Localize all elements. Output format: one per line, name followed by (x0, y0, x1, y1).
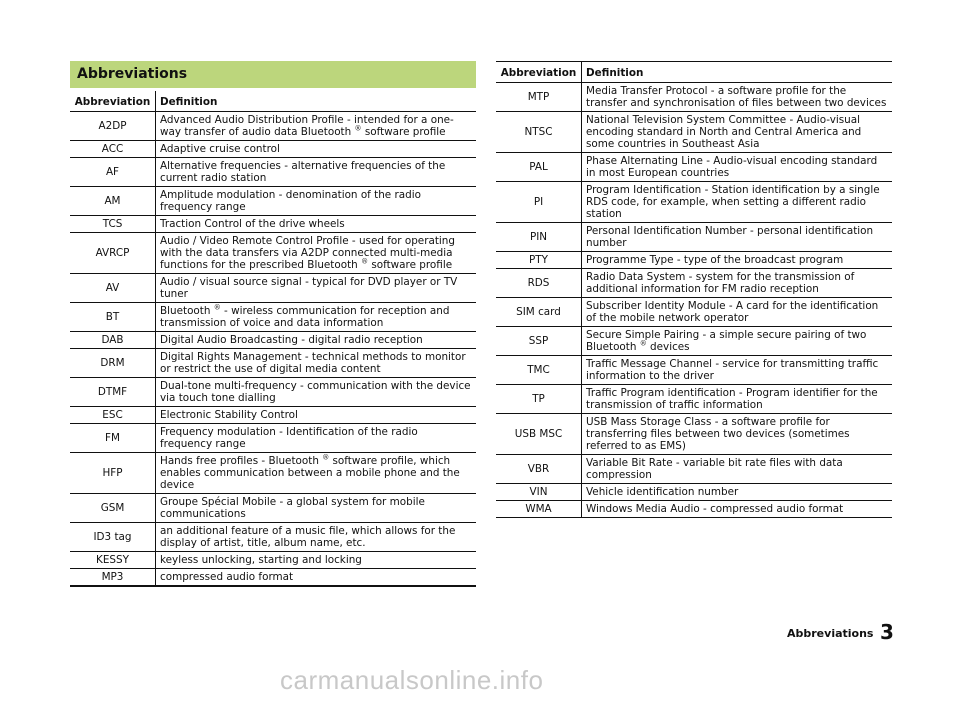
definition-text: Personal Identification Number - personal identification number (586, 225, 874, 249)
table-row (70, 332, 476, 349)
table-row (70, 378, 476, 407)
table-row (70, 233, 476, 274)
definition-text: Program Identification - Station identification by a single RDS code, for example, when setting a different radio station (586, 184, 880, 220)
definition-text: Traffic Program identification - Program identifier for the transmission of traffic information (586, 387, 878, 411)
abbreviation-cell: A2DP (70, 112, 156, 141)
table-row (496, 455, 892, 484)
definition-cell (156, 523, 477, 552)
abbreviation-cell: BT (70, 303, 156, 332)
definition-text: Dual-tone multi-frequency - communication with the device via touch tone dialling (160, 380, 471, 404)
abbreviation-cell: PI (496, 182, 582, 223)
table-row (496, 153, 892, 182)
definition-text: Electronic Stability Control (160, 409, 298, 421)
abbreviation-cell: DTMF (70, 378, 156, 407)
table-row (70, 494, 476, 523)
table-row (70, 303, 476, 332)
abbreviation-cell: PTY (496, 252, 582, 269)
definition-cell (156, 216, 477, 233)
definition-cell (582, 182, 893, 223)
definition-cell (582, 385, 893, 414)
definition-cell (156, 569, 477, 586)
definition-cell (156, 187, 477, 216)
table-row (70, 274, 476, 303)
table-row (496, 269, 892, 298)
table-row (496, 223, 892, 252)
abbreviation-cell: ESC (70, 407, 156, 424)
table-row (70, 158, 476, 187)
registered-mark: ® (354, 124, 362, 133)
right-column (496, 61, 892, 518)
definition-text: Adaptive cruise control (160, 143, 280, 155)
header-definition: Definition (156, 91, 477, 112)
definition-text-continued: software profile, which enables communication between a mobile phone and the device (160, 455, 460, 491)
table-row (70, 569, 476, 586)
definition-text: Hands free profiles - Bluetooth (160, 455, 323, 467)
definition-text: National Television System Committee - Audio-visual encoding standard in North and Central America and some countries in Southeast Asia (586, 114, 862, 150)
definition-text: Audio / visual source signal - typical for DVD player or TV tuner (160, 276, 458, 300)
table-row (70, 349, 476, 378)
definition-text: Windows Media Audio - compressed audio format (586, 503, 844, 515)
definition-cell (582, 269, 893, 298)
table-row (496, 414, 892, 455)
table-row (496, 252, 892, 269)
header-abbreviation: Abbreviation (70, 91, 156, 112)
abbreviation-cell: PAL (496, 153, 582, 182)
table-header-row (496, 62, 892, 83)
registered-mark: ® (361, 257, 369, 266)
definition-text-continued: - wireless communication for reception and transmission of voice and data information (160, 305, 450, 329)
definition-cell (582, 252, 893, 269)
page-number: 3 (880, 620, 894, 644)
table-row (70, 453, 476, 494)
abbreviation-cell: HFP (70, 453, 156, 494)
abbreviation-cell: AV (70, 274, 156, 303)
section-title: Abbreviations (70, 61, 476, 88)
table-row (496, 182, 892, 223)
table-row (70, 141, 476, 158)
definition-cell (582, 484, 893, 501)
definition-text: Secure Simple Pairing - a simple secure pairing of two Bluetooth (586, 329, 867, 353)
abbreviations-table-left (70, 91, 476, 586)
definition-cell (582, 414, 893, 455)
definition-text: Audio / Video Remote Control Profile - used for operating with the data transfers via A2DP connected multi-media functions for the prescribed Bluetooth (160, 235, 455, 271)
abbreviation-cell: TCS (70, 216, 156, 233)
definition-cell (156, 274, 477, 303)
table-row (70, 552, 476, 569)
definition-cell (582, 327, 893, 356)
abbreviation-cell: AF (70, 158, 156, 187)
table-row (70, 424, 476, 453)
abbreviation-cell: SIM card (496, 298, 582, 327)
abbreviation-cell: ACC (70, 141, 156, 158)
abbreviation-cell: TP (496, 385, 582, 414)
definition-cell (156, 332, 477, 349)
definition-cell (582, 501, 893, 518)
table-header-row (70, 91, 476, 112)
table-row (496, 298, 892, 327)
table-row (496, 385, 892, 414)
definition-text: Programme Type - type of the broadcast program (586, 254, 844, 266)
registered-mark: ® (213, 303, 221, 312)
definition-cell (156, 303, 477, 332)
definition-cell (156, 552, 477, 569)
definition-cell (156, 112, 477, 141)
abbreviation-cell: USB MSC (496, 414, 582, 455)
definition-text: Groupe Spécial Mobile - a global system for mobile communications (160, 496, 425, 520)
abbreviation-cell: SSP (496, 327, 582, 356)
definition-cell (156, 378, 477, 407)
registered-mark: ® (322, 453, 330, 462)
table-row (496, 484, 892, 501)
definition-text: Frequency modulation - Identification of the radio frequency range (160, 426, 418, 450)
abbreviation-cell: VBR (496, 455, 582, 484)
table-row (496, 501, 892, 518)
definition-cell (582, 112, 893, 153)
definition-text: Alternative frequencies - alternative frequencies of the current radio station (160, 160, 446, 184)
definition-text-continued: software profile (368, 259, 453, 271)
table-row (70, 112, 476, 141)
table-row (70, 216, 476, 233)
table-row (496, 327, 892, 356)
table-row (496, 83, 892, 112)
abbreviation-cell: WMA (496, 501, 582, 518)
abbreviation-cell: FM (70, 424, 156, 453)
definition-cell (156, 141, 477, 158)
table-row (70, 407, 476, 424)
abbreviation-cell: KESSY (70, 552, 156, 569)
abbreviation-cell: TMC (496, 356, 582, 385)
definition-text: Variable Bit Rate - variable bit rate files with data compression (586, 457, 843, 481)
definition-cell (156, 233, 477, 274)
header-abbreviation: Abbreviation (496, 62, 582, 83)
definition-text: Phase Alternating Line - Audio-visual encoding standard in most European countries (586, 155, 878, 179)
definition-cell (582, 455, 893, 484)
definition-text: Digital Rights Management - technical methods to monitor or restrict the use of digital media content (160, 351, 466, 375)
abbreviation-cell: GSM (70, 494, 156, 523)
definition-text: Amplitude modulation - denomination of the radio frequency range (160, 189, 421, 213)
definition-text-continued: software profile (361, 126, 446, 138)
abbreviations-table-right (496, 61, 892, 518)
definition-cell (582, 83, 893, 112)
definition-text: Media Transfer Protocol - a software profile for the transfer and synchronisation of files between two devices (586, 85, 887, 109)
table-row (496, 112, 892, 153)
table-row (496, 356, 892, 385)
definition-cell (582, 356, 893, 385)
footer-section-label: Abbreviations (787, 627, 874, 640)
abbreviation-cell: NTSC (496, 112, 582, 153)
abbreviation-cell: PIN (496, 223, 582, 252)
definition-text: Vehicle identification number (586, 486, 739, 498)
definition-cell (156, 453, 477, 494)
abbreviation-cell: DRM (70, 349, 156, 378)
definition-text: Traction Control of the drive wheels (160, 218, 345, 230)
definition-text: Radio Data System - system for the transmission of additional information for FM radio reception (586, 271, 855, 295)
abbreviation-cell: RDS (496, 269, 582, 298)
definition-text: an additional feature of a music file, which allows for the display of artist, title, album name, etc. (160, 525, 456, 549)
table-row (70, 523, 476, 552)
abbreviation-cell: AM (70, 187, 156, 216)
left-column (70, 61, 476, 587)
abbreviation-cell: AVRCP (70, 233, 156, 274)
definition-text: Subscriber Identity Module - A card for the identification of the mobile network operator (586, 300, 879, 324)
definition-cell (156, 158, 477, 187)
abbreviation-cell: VIN (496, 484, 582, 501)
header-definition: Definition (582, 62, 893, 83)
definition-cell (156, 349, 477, 378)
watermark: carmanualsonline.info (280, 665, 544, 695)
definition-cell (156, 424, 477, 453)
definition-cell (582, 153, 893, 182)
definition-text: Bluetooth (160, 305, 214, 317)
definition-cell (582, 223, 893, 252)
definition-text: USB Mass Storage Class - a software profile for transferring files between two devices (sometimes referred to as EMS) (586, 416, 850, 452)
definition-text: Traffic Message Channel - service for transmitting traffic information to the driver (586, 358, 879, 382)
definition-text: compressed audio format (160, 571, 294, 583)
definition-cell (582, 298, 893, 327)
table-row (70, 187, 476, 216)
abbreviation-cell: MP3 (70, 569, 156, 586)
abbreviation-cell: DAB (70, 332, 156, 349)
definition-text: Advanced Audio Distribution Profile - intended for a one-way transfer of audio data Bluetooth (160, 114, 454, 138)
abbreviation-cell: ID3 tag (70, 523, 156, 552)
definition-cell (156, 407, 477, 424)
definition-text-continued: devices (646, 341, 690, 353)
definition-text: Digital Audio Broadcasting - digital radio reception (160, 334, 423, 346)
definition-text: keyless unlocking, starting and locking (160, 554, 362, 566)
definition-cell (156, 494, 477, 523)
registered-mark: ® (639, 339, 647, 348)
abbreviation-cell: MTP (496, 83, 582, 112)
